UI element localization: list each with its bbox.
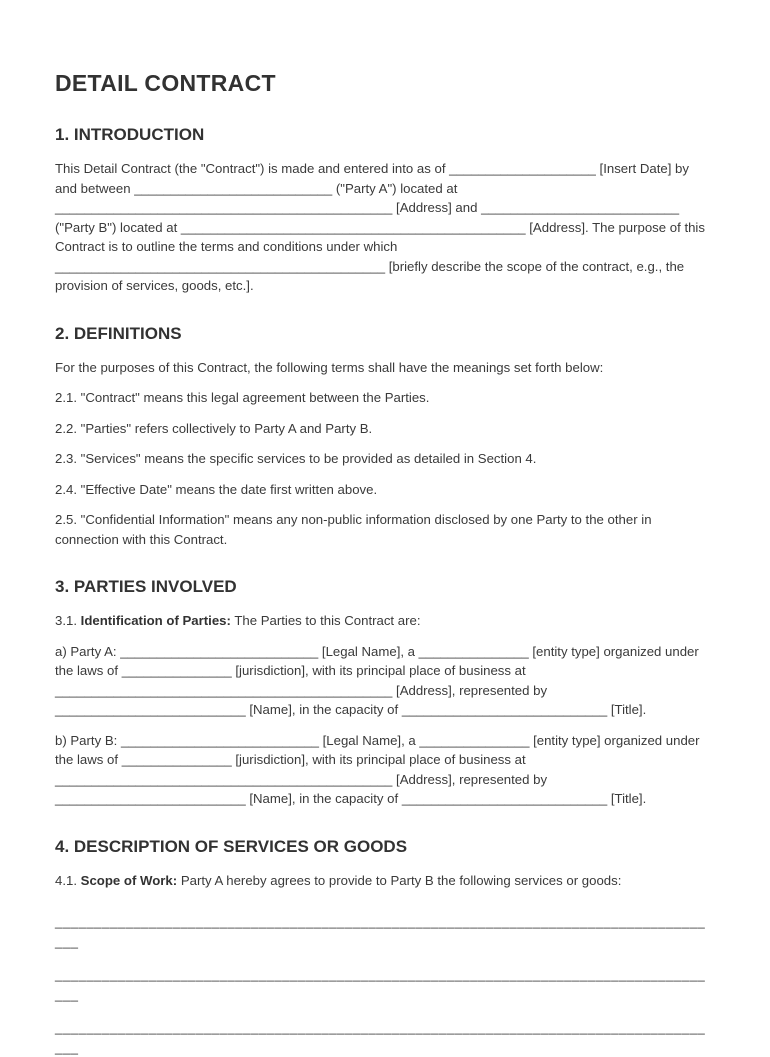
definition-item-parties: 2.2. "Parties" refers collectively to Party A and Party B. [55, 420, 373, 436]
definition-item-contract: 2.1. "Contract" means this legal agreement between the Parties. [55, 390, 430, 405]
scope-of-work-prefix: 4.1. [55, 872, 81, 888]
section-heading-parties-involved: 3. PARTIES INVOLVED [55, 577, 237, 596]
section-heading-definitions: 2. DEFINITIONS [55, 323, 182, 343]
scope-of-work-label: Scope of Work: [80, 872, 178, 888]
document-title: DETAIL CONTRACT [55, 70, 276, 96]
definition-item-services: 2.3. "Services" means the specific services to be provided as detailed in Section 4. [55, 451, 537, 466]
fill-in-blank-line: ______________________________________________________________________________________ [55, 1020, 706, 1055]
fill-in-blank-line: ______________________________________________________________________________________ [55, 967, 706, 1002]
parties-identification-label: Identification of Parties: [80, 613, 231, 628]
scope-of-work-rest: Party A hereby agrees to provide to Party B the following services or goods: [177, 872, 622, 888]
scope-of-work-blank-lines [55, 912, 710, 1057]
definition-item-confidential-information: 2.5. "Confidential Information" means any non-public information disclosed by one Party to the other in connection with this Contract. [55, 512, 652, 547]
parties-identification-paragraph [55, 611, 710, 631]
parties-identification-prefix: 3.1. [55, 613, 81, 628]
section-heading-introduction: 1. INTRODUCTION [55, 125, 205, 144]
party-b-paragraph: b) Party B: ___________________________ [Legal Name], a _______________ [entity type] organized under the laws of _______________ [jurisdiction], with its principal place of business at ______________________________________________ [Address], represented by __________________________ [Name], in the capacity of ____________________________ [Title]. [55, 732, 700, 806]
introduction-paragraph: This Detail Contract (the "Contract") is made and entered into as of ____________________ [Insert Date] by and between ___________________________ ("Party A") located at ______________________________________________ [Address] and ___________________________ ("Party B") located at _______________________________________________ [Address]. The purpose of this Contract is to outline the terms and conditions under which _____________________________________________ [briefly describe the scope of the contract, e.g., the provision of services, goods, etc.]. [55, 161, 705, 293]
scope-of-work-paragraph [55, 871, 710, 891]
fill-in-blank-line: ______________________________________________________________________________________ [55, 914, 706, 949]
section-heading-description-of-services: 4. DESCRIPTION OF SERVICES OR GOODS [55, 836, 408, 856]
definitions-intro-paragraph: For the purposes of this Contract, the following terms shall have the meanings set forth below: [55, 359, 604, 375]
party-a-paragraph: a) Party A: ___________________________ [Legal Name], a _______________ [entity type] organized under the laws of _______________ [jurisdiction], with its principal place of business at ______________________________________________ [Address], represented by __________________________ [Name], in the capacity of ____________________________ [Title]. [55, 643, 699, 717]
parties-identification-rest: The Parties to this Contract are: [230, 613, 421, 628]
definition-item-effective-date: 2.4. "Effective Date" means the date first written above. [55, 481, 378, 497]
